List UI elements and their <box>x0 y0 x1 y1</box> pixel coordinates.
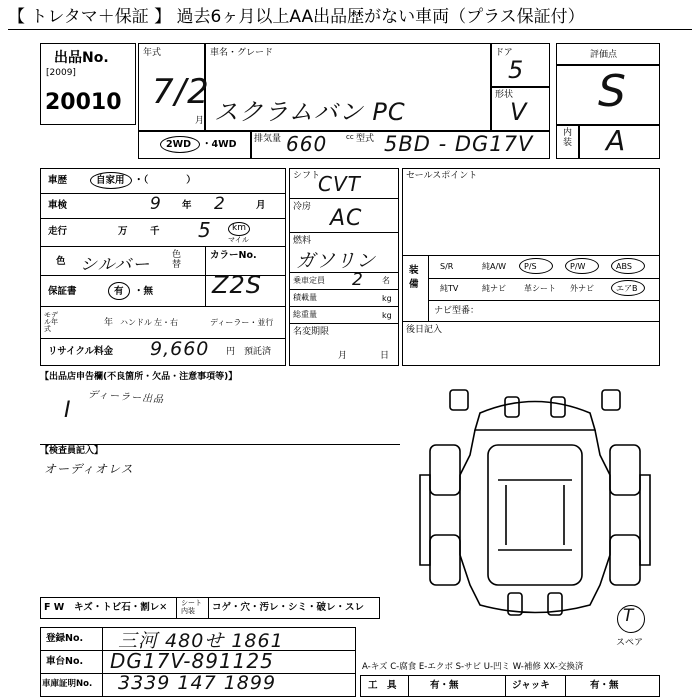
mileage-km: km <box>232 223 246 233</box>
equipment-circle <box>611 258 645 274</box>
equipment-label: 装備 <box>409 265 419 290</box>
car-damage-diagram <box>410 385 660 625</box>
recycle-label: リサイクル料金 <box>48 346 114 357</box>
model-year-unit: 年 <box>104 318 114 328</box>
gross-label: 総重量 <box>293 310 317 319</box>
mileage-man: 万 <box>118 226 128 237</box>
history-rest: ・（ ） <box>134 175 196 186</box>
navi-type-label: ナビ型番： <box>434 306 480 316</box>
displacement-label: 排気量 <box>254 134 282 144</box>
equipment-item: エアB <box>616 284 638 293</box>
doors-label: ドア <box>495 48 513 58</box>
equipment-circle <box>519 258 553 274</box>
recycle-deposited: 預託済 <box>244 347 272 357</box>
model-type-value: 5BD - DG17V <box>384 132 534 156</box>
max-load-unit: kg <box>382 294 392 303</box>
ac-label: 冷房 <box>293 202 312 212</box>
spare-mark: T <box>623 606 635 626</box>
seat-label: シート内装 <box>181 599 202 615</box>
jack-label: ジャッキ <box>512 680 550 691</box>
recycle-value: 9,660 <box>150 338 210 360</box>
chassis-value: DG17V-891125 <box>110 649 274 673</box>
ac-value: AC <box>330 206 363 231</box>
expiry-day: 日 <box>380 351 390 361</box>
tools-label: 工 具 <box>368 680 397 691</box>
mileage-label: 走行 <box>48 226 68 237</box>
capacity-label: 乗車定員 <box>293 276 325 285</box>
warranty-yes: 有 <box>114 286 124 297</box>
capacity-unit: 名 <box>382 276 390 285</box>
mileage-value: 5 <box>198 218 212 242</box>
jack-opts: 有・無 <box>590 680 619 691</box>
header-banner: 【 トレタマ＋保証 】 過去6ヶ月以上AA出品歴がない車両（プラス保証付） <box>8 5 692 30</box>
damage-legend: A-キズ C-腐食 E-エクボ S-サビ U-凹ミ W-補修 XX-交換済 <box>362 662 584 672</box>
reg-no-value: 三河 480せ 1861 <box>118 630 284 652</box>
interior-value: A <box>606 124 627 157</box>
equipment-item: P/S <box>524 262 537 271</box>
color-swap-label: 色替 <box>172 250 182 270</box>
shape-label: 形状 <box>495 90 514 100</box>
inspection-label: 車検 <box>48 200 68 211</box>
warranty-none: ・無 <box>134 286 154 297</box>
equipment-circle <box>611 280 645 296</box>
gross-unit: kg <box>382 311 392 320</box>
color-value: シルバー <box>80 255 151 275</box>
history-label: 車歴 <box>48 175 68 186</box>
year-month-unit: 月 <box>195 116 205 126</box>
color-no-value: Z2S <box>212 271 262 299</box>
inspector-notes-label: 【検査員記入】 <box>40 446 104 456</box>
recycle-yen: 円 <box>226 347 236 357</box>
mileage-sen: 千 <box>150 226 160 237</box>
inspection-month: 2 <box>214 194 226 214</box>
chassis-label: 車台No. <box>46 656 84 667</box>
equipment-item: 外ナビ <box>570 284 594 293</box>
handle-label: ハンドル <box>120 318 152 327</box>
score-label: 評価点 <box>590 50 618 60</box>
shape-value: V <box>510 98 528 126</box>
seller-note-value: ディーラー出品 <box>87 389 165 406</box>
seller-notes-label: 【出品店申告欄(不良箇所・欠品・注意事項等)】 <box>40 372 238 382</box>
equipment-item: P/W <box>570 262 586 271</box>
doors-value: 5 <box>508 56 525 84</box>
model-year-label: モデル年式 <box>44 311 58 333</box>
cc-unit: cc <box>346 133 354 141</box>
cert-no-label: 車庫証明No. <box>42 679 93 689</box>
dealer-label: ディーラー・並行 <box>210 318 274 327</box>
drive-2wd: 2WD <box>166 139 191 150</box>
model-type-label: 型式 <box>356 134 375 144</box>
inspection-month-unit: 月 <box>256 200 266 211</box>
equipment-item: S/R <box>440 262 454 271</box>
seller-note-mark: I <box>64 398 72 423</box>
tools-opts: 有・無 <box>430 680 459 691</box>
drive-4wd: ・4WD <box>202 139 237 150</box>
color-label: 色 <box>56 256 66 267</box>
warranty-label: 保証書 <box>48 286 77 297</box>
color-no-label: カラーNo. <box>210 250 257 261</box>
shift-label: シフト <box>293 171 321 181</box>
handle-opts: 左・右 <box>154 318 178 327</box>
max-load-label: 積載量 <box>293 293 317 302</box>
shift-value: CVT <box>318 172 361 196</box>
year-label: 年式 <box>143 48 162 58</box>
lot-number: 20010 <box>45 90 122 115</box>
interior-label: 内装 <box>563 128 573 148</box>
car-cabin <box>488 445 582 585</box>
lot-year-stamp: [2009] <box>46 68 76 78</box>
spare-label: スペア <box>616 638 644 648</box>
inspection-year-unit: 年 <box>182 200 192 211</box>
inspection-year: 9 <box>150 194 162 214</box>
equipment-item: ABS <box>616 262 632 271</box>
fw-label: F W <box>44 602 65 613</box>
fuel-label: 燃料 <box>293 236 312 246</box>
equipment-item: 純ナビ <box>482 284 506 293</box>
year-value: 7/2 <box>152 72 210 112</box>
displacement-value: 660 <box>286 132 328 156</box>
capacity-value: 2 <box>352 270 364 290</box>
expiry-month: 月 <box>338 351 348 361</box>
reg-no-label: 登録No. <box>46 633 84 644</box>
equipment-item: 純A/W <box>482 262 507 271</box>
equipment-item: 純TV <box>440 284 459 293</box>
car-name-label: 車名・グレード <box>210 48 274 58</box>
sales-point-label: セールスポイント <box>406 171 478 181</box>
fw-legend: キズ・トビ石・割レ✕ <box>74 602 168 613</box>
car-roof-outline <box>475 402 595 431</box>
fuel-value: ガソリン <box>296 250 377 272</box>
equipment-circle <box>565 258 599 274</box>
after-reg-label: 後日記入 <box>406 325 443 335</box>
history-own: 自家用 <box>96 175 125 186</box>
car-name-value: スクラムバン PC <box>214 98 406 126</box>
equipment-item: 革シート <box>524 284 556 293</box>
inspector-note-value: オーディオレス <box>44 462 134 476</box>
lot-label: 出品No. <box>54 50 109 66</box>
expiry-label: 名変期限 <box>293 327 330 337</box>
cert-no-value: 3339 147 1899 <box>118 672 277 694</box>
spec-table <box>40 168 286 366</box>
seat-legend: コゲ・穴・汚レ・シミ・破レ・スレ <box>212 602 365 613</box>
mileage-mile: マイル <box>228 236 249 244</box>
score-value: S <box>598 66 627 117</box>
